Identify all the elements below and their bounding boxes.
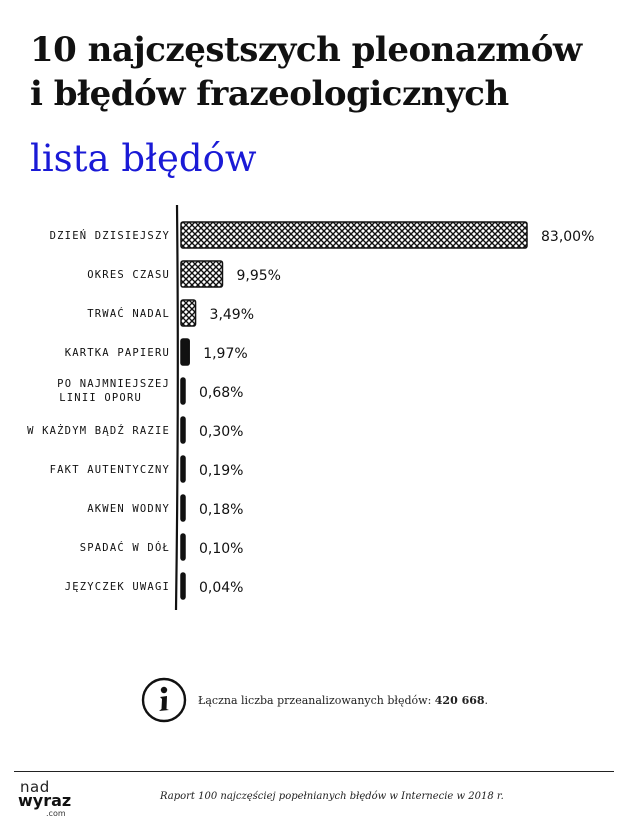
bar-8: [181, 495, 185, 521]
footer-divider: [14, 771, 614, 772]
category-label-4: KARTKA PAPIERU: [64, 347, 170, 359]
info-period: .: [484, 693, 489, 707]
value-label-6: 0,30%: [199, 424, 244, 440]
category-label-9: SPADAĆ W DÓŁ: [79, 542, 170, 554]
info-box: [140, 676, 488, 724]
category-label-2: OKRES CZASU: [87, 269, 170, 281]
info-icon: [140, 676, 188, 724]
bar-7: [181, 456, 185, 482]
bar-6: [181, 417, 185, 443]
value-label-1: 83,00%: [541, 229, 595, 245]
logo-line-2: wyraz: [18, 791, 72, 810]
value-label-9: 0,10%: [199, 541, 244, 557]
bar-9: [181, 534, 185, 560]
info-text: [198, 694, 488, 707]
value-label-3: 3,49%: [209, 307, 255, 323]
category-label-1: DZIEŃ DZISIEJSZY: [49, 230, 170, 242]
footer-report-text: Raport 100 najczęściej popełnianych błędów w Internecie w 2018 r.: [160, 791, 504, 802]
value-label-4: 1,97%: [203, 346, 248, 362]
y-axis-line: [176, 205, 178, 610]
bar-10: [181, 573, 185, 599]
category-label-3: TRWAĆ NADAL: [87, 308, 170, 320]
category-label-6: W KAŻDYM BĄDŹ RAZIE: [27, 425, 170, 437]
value-label-10: 0,04%: [199, 580, 244, 596]
chart-title-line-2: i błędów frazeologicznych: [30, 74, 509, 114]
bar-3: [181, 300, 196, 326]
bar-1: [181, 222, 527, 248]
nadwyraz-logo[interactable]: [16, 780, 76, 822]
info-label: Łączna liczba przeanalizowanych błędów:: [198, 693, 432, 707]
logo-line-3: .com: [46, 809, 66, 818]
category-label-5: PO NAJMNIEJSZEJ LINII OPORU: [57, 378, 170, 404]
value-label-7: 0,19%: [199, 463, 244, 479]
info-value: 420 668: [434, 693, 485, 707]
value-label-8: 0,18%: [199, 502, 244, 518]
bar-4: [181, 339, 189, 365]
chart-title: [30, 28, 610, 116]
category-label-7: FAKT AUTENTYCZNY: [49, 464, 170, 476]
bar-5: [181, 378, 185, 404]
bar-chart: [0, 195, 628, 615]
category-label-8: AKWEN WODNY: [87, 503, 170, 515]
chart-subtitle: lista błędów: [30, 137, 257, 180]
value-label-5: 0,68%: [199, 385, 244, 401]
chart-title-line-1: 10 najczęstszych pleonazmów: [30, 30, 582, 70]
logo-line-1: nad: [20, 778, 50, 796]
category-label-10: JĘZYCZEK UWAGI: [64, 581, 170, 593]
value-label-2: 9,95%: [236, 268, 281, 284]
bar-2: [181, 261, 222, 287]
